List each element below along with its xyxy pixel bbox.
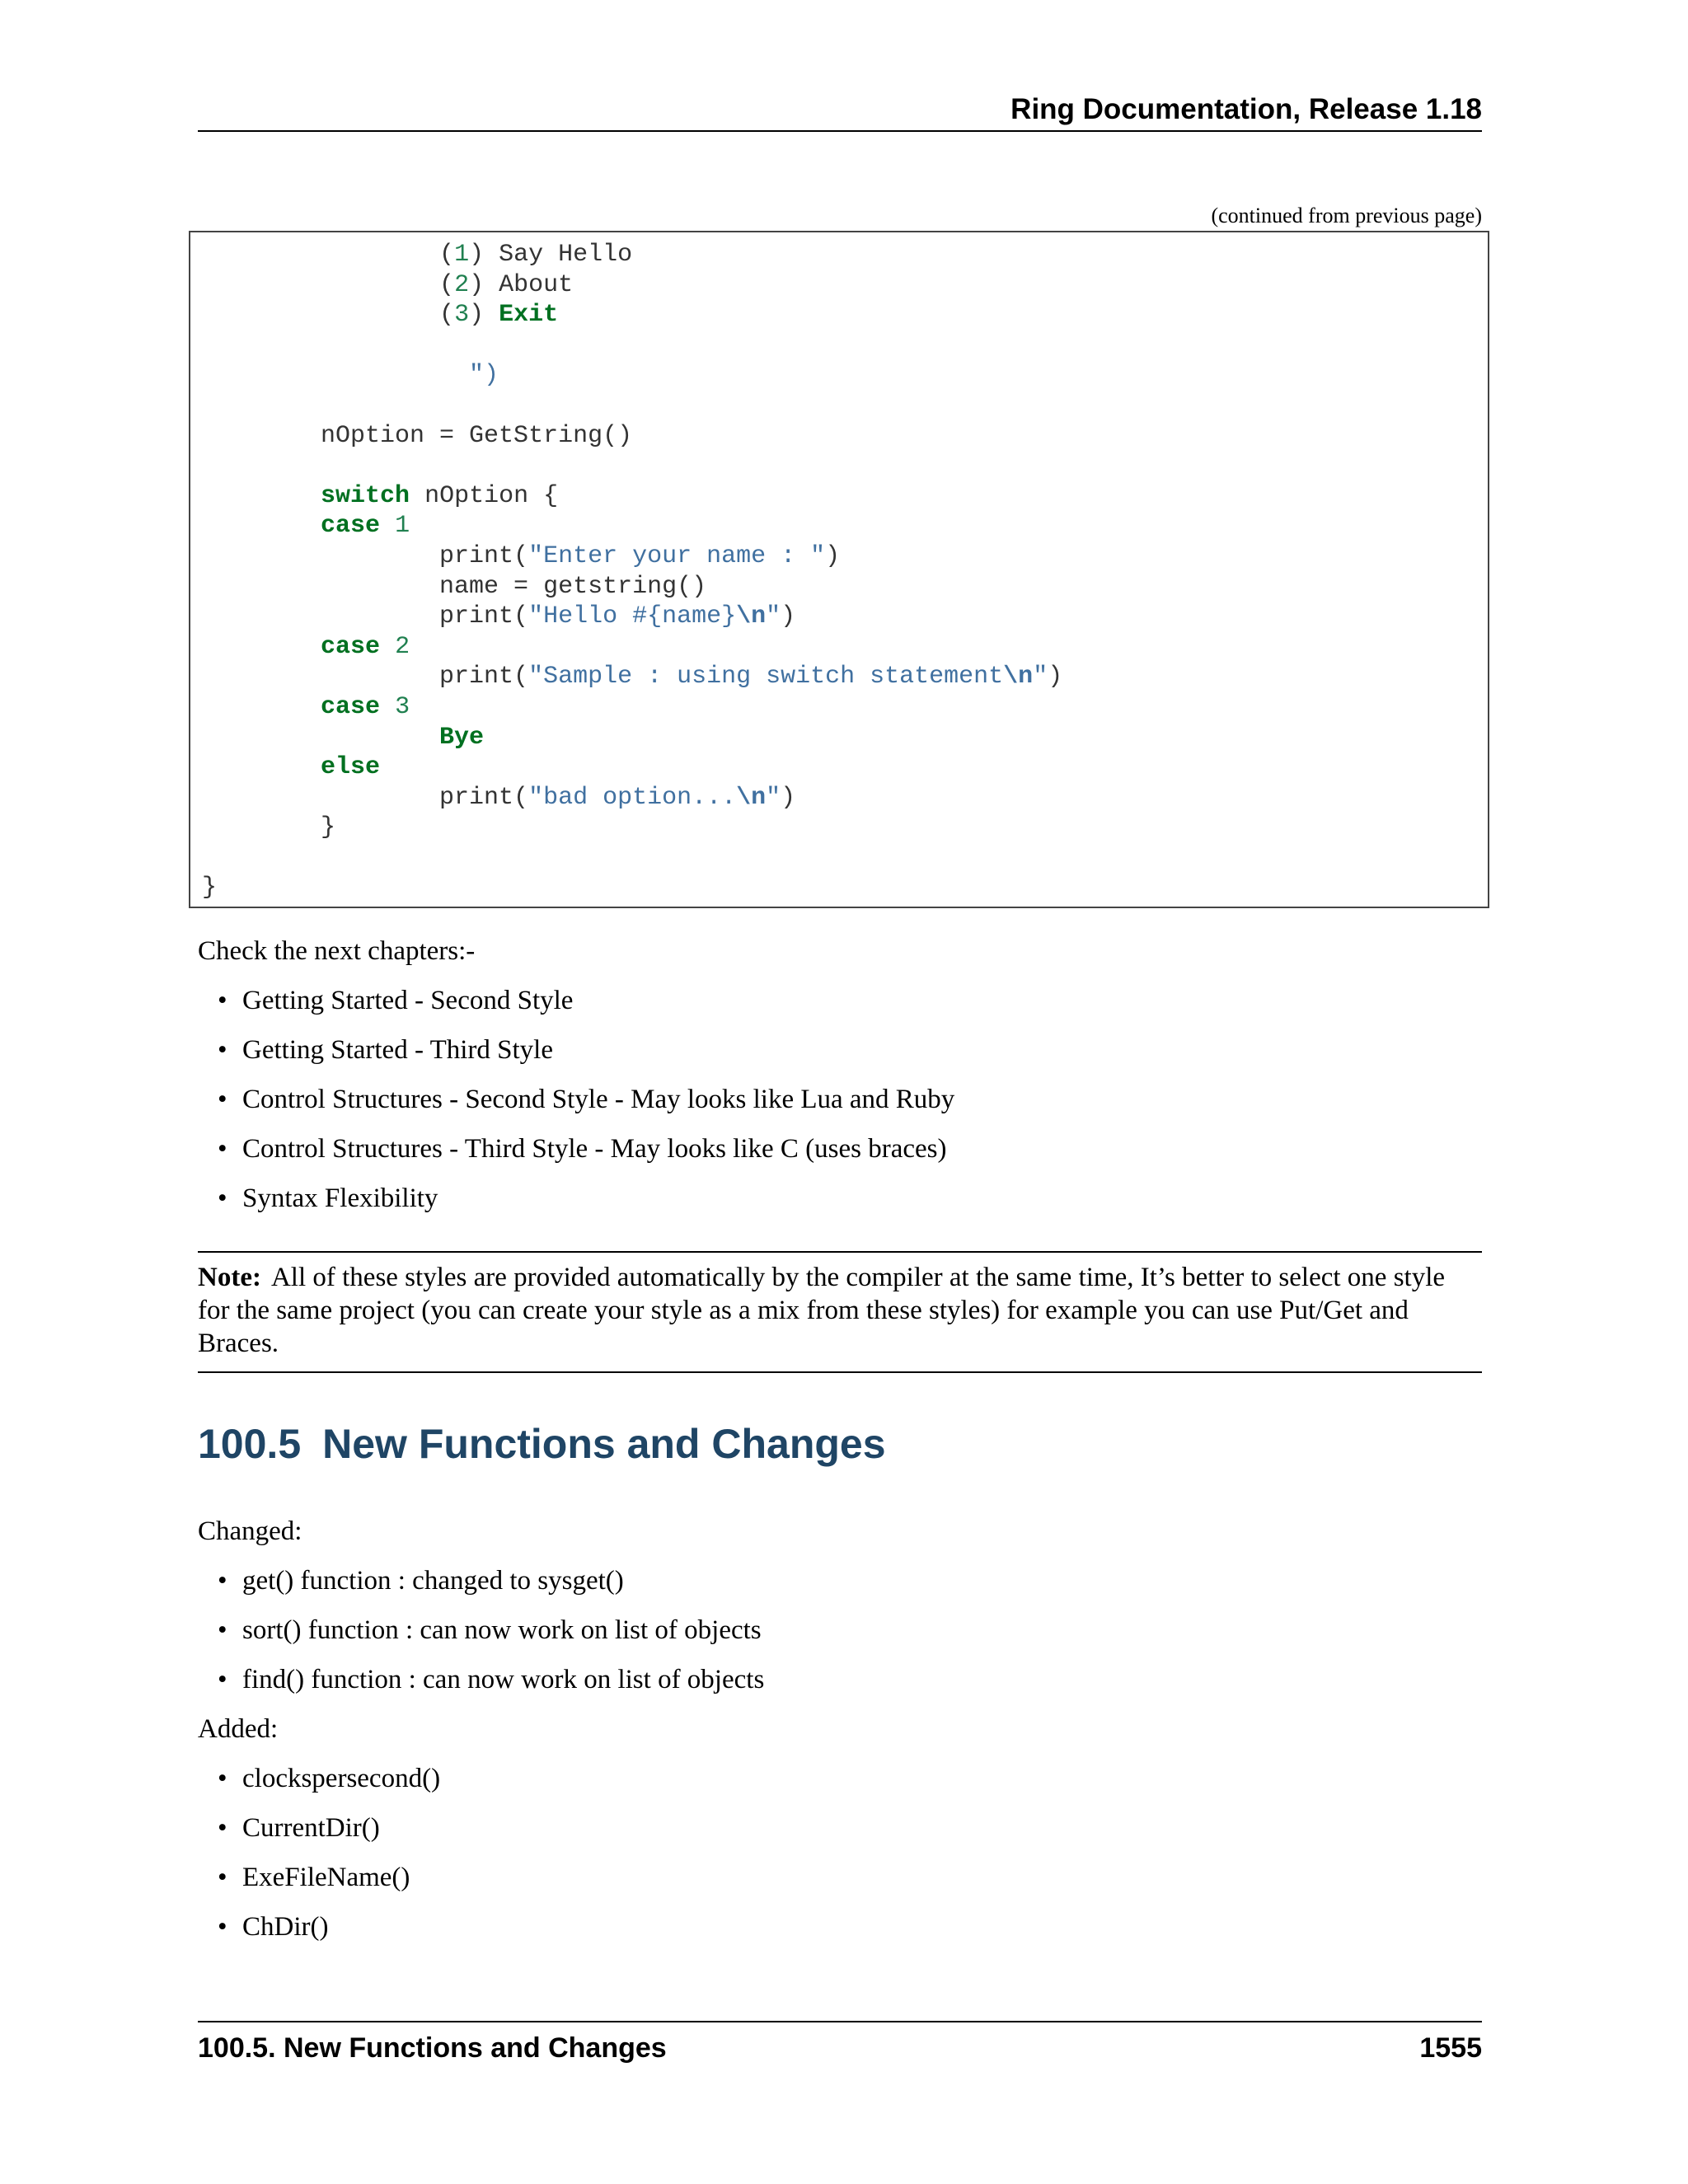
code-token (202, 753, 321, 781)
code-token-esc: \n (1003, 663, 1034, 691)
code-token-str: "bad option... (528, 783, 737, 812)
code-line (202, 512, 410, 540)
list-item: • Getting Started - Second Style (242, 984, 954, 1033)
code-line (202, 271, 573, 299)
code-token-str: " (766, 783, 781, 812)
section-heading (198, 1419, 886, 1469)
code-token-str: ") (202, 361, 499, 390)
code-line (202, 633, 410, 661)
code-token-kw: switch (321, 481, 410, 510)
code-token: } (202, 874, 218, 902)
code-token-kw: case (321, 692, 381, 721)
code-token-kw: case (321, 512, 381, 541)
code-line (202, 602, 795, 630)
code-token: print( (202, 602, 529, 631)
code-line (202, 422, 632, 450)
code-listing (202, 240, 1062, 903)
intro-text: Check the next chapters:- (198, 936, 476, 966)
added-label: Added: (198, 1714, 279, 1744)
code-token: ( (202, 270, 455, 299)
section-title: New Functions and Changes (322, 1421, 886, 1467)
list-item: • get() function : changed to sysget() (242, 1564, 764, 1614)
code-token (202, 482, 321, 510)
list-item: • CurrentDir() (242, 1811, 440, 1861)
code-token: ) About (469, 270, 574, 299)
list-item: • sort() function : can now work on list of objects (242, 1614, 764, 1663)
code-line (202, 753, 380, 781)
changed-label: Changed: (198, 1516, 302, 1546)
code-token-num: 3 (395, 692, 410, 721)
code-line (202, 784, 795, 812)
code-token-kw: Exit (499, 301, 559, 330)
chapters-list (242, 984, 954, 1231)
code-line (202, 361, 499, 389)
code-token: nOption = GetString() (202, 421, 633, 450)
list-item: • ExeFileName() (242, 1861, 440, 1910)
code-line (202, 573, 706, 601)
code-token-kw: else (321, 753, 381, 782)
list-item: • Control Structures - Second Style - May looks like Lua and Ruby (242, 1083, 954, 1132)
code-token-num: 2 (395, 632, 410, 661)
code-token-str: " (1033, 663, 1048, 691)
page-number: 1555 (1419, 2032, 1482, 2064)
note-label: Note: (198, 1263, 261, 1292)
code-token-kw: case (321, 632, 381, 661)
code-token: ) (825, 541, 841, 570)
changed-list (242, 1564, 764, 1713)
code-token: ) (781, 602, 796, 631)
code-token-str: "Hello #{name} (528, 602, 737, 631)
page-footer (198, 2021, 1482, 2064)
code-line (202, 482, 558, 510)
page-header (198, 92, 1482, 132)
code-token-str: " (766, 602, 781, 631)
code-token (202, 512, 321, 540)
code-token (202, 633, 321, 661)
code-token: ) (469, 301, 499, 330)
code-token (202, 693, 321, 721)
list-item: • Getting Started - Third Style (242, 1033, 954, 1083)
code-block (189, 231, 1489, 908)
code-token: ) Say Hello (469, 241, 633, 269)
code-token: } (202, 813, 336, 842)
code-token-esc: \n (736, 602, 767, 631)
code-line (202, 663, 1062, 691)
section-number: 100.5 (198, 1421, 302, 1467)
code-token: ) (781, 783, 796, 812)
code-token-str: "Enter your name : " (528, 541, 826, 570)
code-token-num: 2 (454, 270, 470, 299)
note-box (198, 1251, 1482, 1373)
code-token-num: 3 (454, 301, 470, 330)
code-line (202, 542, 840, 570)
code-token: ( (202, 301, 455, 330)
code-token: nOption { (410, 481, 559, 510)
code-token-esc: \n (736, 783, 767, 812)
list-item: • Control Structures - Third Style - May looks like C (uses braces) (242, 1132, 954, 1182)
code-token: name = getstring() (202, 572, 707, 601)
code-token: ( (202, 241, 455, 269)
code-token (380, 512, 395, 540)
footer-section: 100.5. New Functions and Changes (198, 2032, 667, 2064)
code-line (202, 724, 484, 752)
continued-note: (continued from previous page) (1211, 204, 1482, 227)
code-token: print( (202, 663, 529, 691)
code-line (202, 813, 335, 841)
note-text: All of these styles are provided automatically by the compiler at the same time, It’s better to select one style for the same project (you can create your style as a mix from these styles) for example you can use Put/Get and Braces. (198, 1263, 1446, 1358)
code-token-kw: Bye (439, 723, 485, 752)
added-list (242, 1762, 440, 1960)
list-item: • Syntax Flexibility (242, 1182, 954, 1231)
code-line (202, 693, 410, 721)
code-token (380, 693, 395, 721)
list-item: • find() function : can now work on list of objects (242, 1663, 764, 1713)
code-token: print( (202, 783, 529, 812)
code-token: print( (202, 541, 529, 570)
code-line (202, 301, 558, 329)
code-token-str: "Sample : using switch statement (528, 663, 1004, 691)
code-token (380, 633, 395, 661)
code-line (202, 241, 632, 269)
code-token: ) (1048, 663, 1063, 691)
code-token (202, 724, 439, 752)
code-token-num: 1 (395, 512, 410, 541)
list-item: • ChDir() (242, 1910, 440, 1960)
code-line (202, 874, 217, 902)
list-item: • clockspersecond() (242, 1762, 440, 1811)
document-title: Ring Documentation, Release 1.18 (1010, 93, 1482, 125)
code-token-num: 1 (454, 241, 470, 269)
